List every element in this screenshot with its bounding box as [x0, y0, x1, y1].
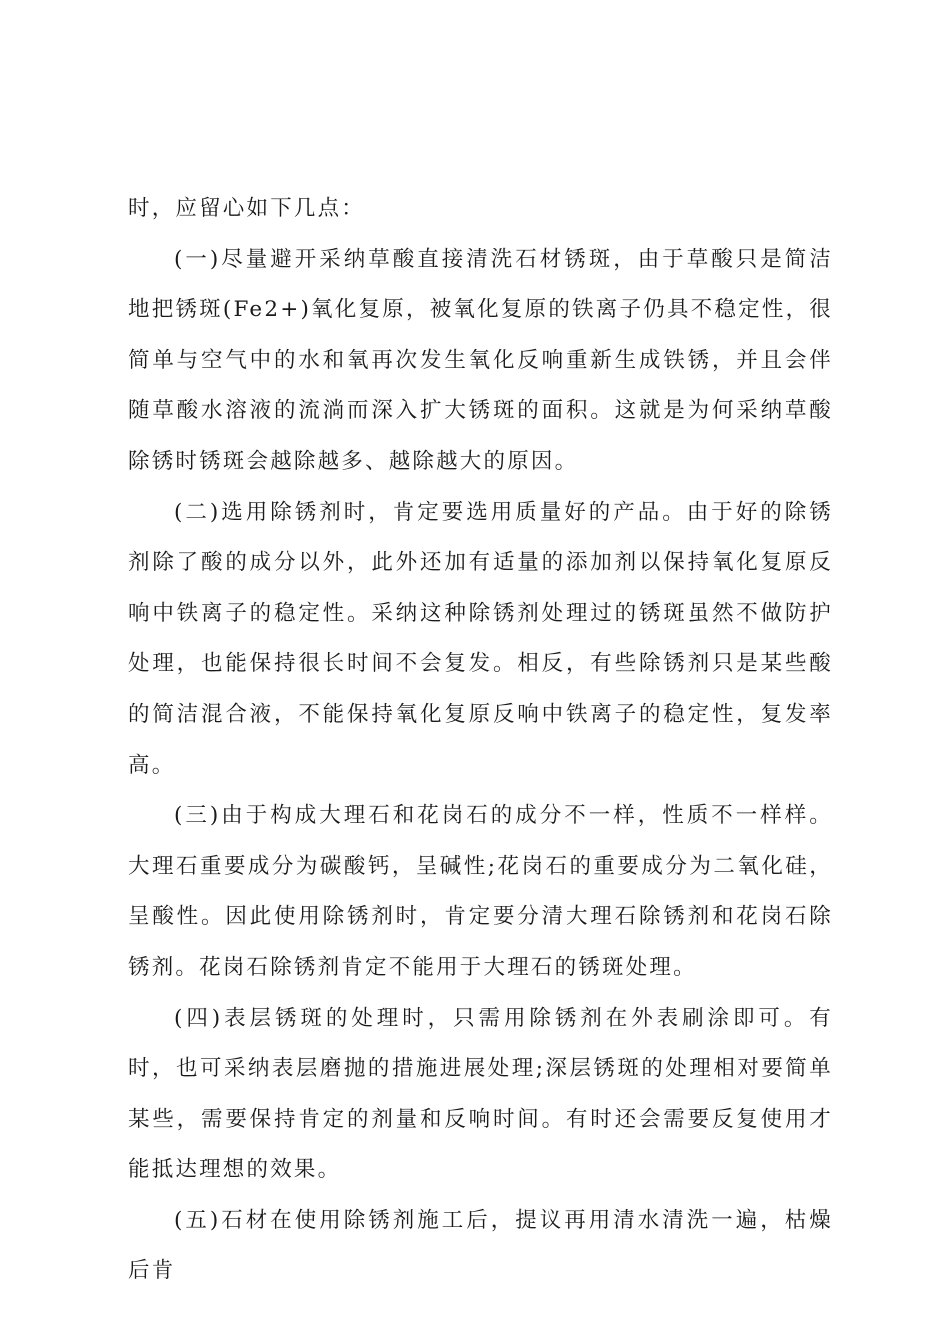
paragraph-point-3: (三)由于构成大理石和花岗石的成分不一样，性质不一样样。大理石重要成分为碳酸钙，呈碱性;花岗石的重要成分为二氧化硅，呈酸性。因此使用除锈剂时，肯定要分清大理石除锈剂和花岗石除锈剂。花岗石除锈剂肯定不能用于大理石的锈斑处理。: [128, 803, 833, 980]
paragraph-continuation: 时，应留心如下几点：: [128, 196, 366, 221]
body-text: [128, 184, 833, 1297]
paragraph-point-1: (一)尽量避开采纳草酸直接清洗石材锈斑，由于草酸只是简洁地把锈斑(Fe2+)氧化复原，被氧化复原的铁离子仍具不稳定性，很简单与空气中的水和氧再次发生氧化反响重新生成铁锈，并且会伴随草酸水溶液的流淌而深入扩大锈斑的面积。这就是为何采纳草酸除锈时锈斑会越除越多、越除越大的原因。: [128, 246, 833, 474]
paragraph-point-4: (四)表层锈斑的处理时，只需用除锈剂在外表刷涂即可。有时，也可采纳表层磨抛的措施进展处理;深层锈斑的处理相对要简单某些，需要保持肯定的剂量和反响时间。有时还会需要反复使用才能抵达理想的效果。: [128, 1005, 833, 1183]
paragraph-point-5: (五)石材在使用除锈剂施工后，提议再用清水清洗一遍，枯燥后肯: [128, 1207, 833, 1284]
paragraph-point-2: (二)选用除锈剂时，肯定要选用质量好的产品。由于好的除锈剂除了酸的成分以外，此外还加有适量的添加剂以保持氧化复原反响中铁离子的稳定性。采纳这种除锈剂处理过的锈斑虽然不做防护处理，也能保持很长时间不会复发。相反，有些除锈剂只是某些酸的简洁混合液，不能保持氧化复原反响中铁离子的稳定性，复发率高。: [128, 499, 833, 778]
